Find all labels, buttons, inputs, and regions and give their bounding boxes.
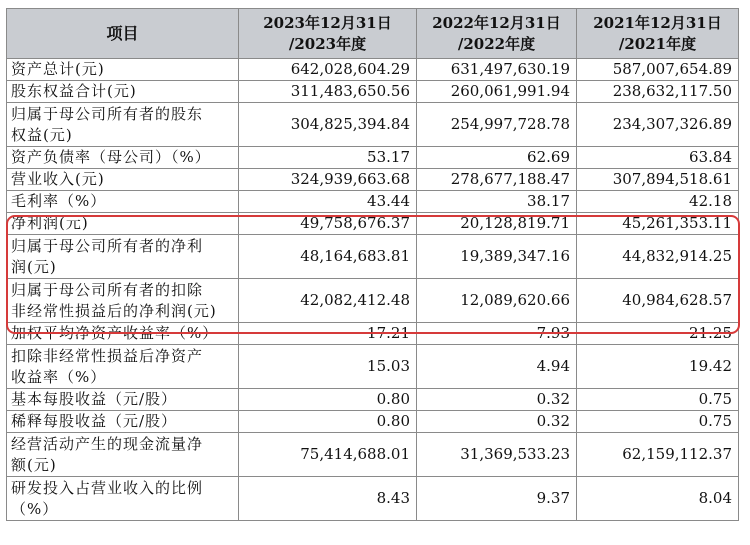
row-label-line: 净利润(元) bbox=[11, 214, 89, 232]
row-label bbox=[7, 345, 239, 389]
header-2023 bbox=[239, 9, 417, 59]
value-2023: 304,825,394.84 bbox=[239, 103, 417, 147]
row-label-line: 归属于母公司所有者的股东 bbox=[11, 104, 204, 123]
value-2022: 9.37 bbox=[417, 477, 577, 521]
value-2022: 38.17 bbox=[417, 191, 577, 213]
row-label-line: 收益率（%） bbox=[11, 367, 107, 386]
value-2022: 4.94 bbox=[417, 345, 577, 389]
value-2023: 0.80 bbox=[239, 389, 417, 411]
value-2022: 7.93 bbox=[417, 323, 577, 345]
table-row bbox=[7, 389, 739, 411]
value-2022: 62.69 bbox=[417, 147, 577, 169]
value-2023: 642,028,604.29 bbox=[239, 59, 417, 81]
value-2023: 75,414,688.01 bbox=[239, 433, 417, 477]
header-2021-year: /2021年度 bbox=[618, 34, 697, 53]
header-2022-year: /2022年度 bbox=[457, 34, 536, 53]
value-2021: 234,307,326.89 bbox=[577, 103, 739, 147]
value-2022: 631,497,630.19 bbox=[417, 59, 577, 81]
row-label-line: 资产负债率（母公司）（%） bbox=[11, 148, 211, 166]
row-label-line: 研发投入占营业收入的比例 bbox=[11, 478, 204, 497]
value-2021: 44,832,914.25 bbox=[577, 235, 739, 279]
table-row bbox=[7, 279, 739, 323]
row-label bbox=[7, 147, 239, 169]
header-2023-date: 2023年12月31日 bbox=[263, 13, 392, 32]
row-label-line: 归属于母公司所有者的扣除 bbox=[11, 280, 204, 299]
value-2022: 260,061,991.94 bbox=[417, 81, 577, 103]
value-2021: 63.84 bbox=[577, 147, 739, 169]
row-label bbox=[7, 433, 239, 477]
value-2021: 587,007,654.89 bbox=[577, 59, 739, 81]
row-label-line: （%） bbox=[11, 499, 59, 518]
table-body bbox=[7, 59, 739, 521]
value-2021: 21.25 bbox=[577, 323, 739, 345]
table-row bbox=[7, 323, 739, 345]
table-row bbox=[7, 147, 739, 169]
value-2022: 254,997,728.78 bbox=[417, 103, 577, 147]
value-2021: 238,632,117.50 bbox=[577, 81, 739, 103]
table-row bbox=[7, 59, 739, 81]
row-label bbox=[7, 477, 239, 521]
row-label-line: 股东权益合计(元) bbox=[11, 82, 137, 100]
value-2023: 17.21 bbox=[239, 323, 417, 345]
value-2023: 42,082,412.48 bbox=[239, 279, 417, 323]
row-label-line: 归属于母公司所有者的净利 bbox=[11, 236, 204, 255]
row-label-line: 加权平均净资产收益率（%） bbox=[11, 324, 219, 342]
value-2023: 8.43 bbox=[239, 477, 417, 521]
row-label bbox=[7, 389, 239, 411]
row-label bbox=[7, 235, 239, 279]
value-2022: 19,389,347.16 bbox=[417, 235, 577, 279]
value-2023: 49,758,676.37 bbox=[239, 213, 417, 235]
header-row bbox=[7, 9, 739, 59]
table-row bbox=[7, 169, 739, 191]
value-2023: 0.80 bbox=[239, 411, 417, 433]
header-2021 bbox=[577, 9, 739, 59]
value-2021: 0.75 bbox=[577, 411, 739, 433]
table-row bbox=[7, 103, 739, 147]
row-label-line: 扣除非经常性损益后净资产 bbox=[11, 346, 204, 365]
value-2022: 12,089,620.66 bbox=[417, 279, 577, 323]
value-2021: 8.04 bbox=[577, 477, 739, 521]
value-2022: 20,128,819.71 bbox=[417, 213, 577, 235]
row-label bbox=[7, 103, 239, 147]
value-2021: 62,159,112.37 bbox=[577, 433, 739, 477]
row-label-line: 润(元) bbox=[11, 257, 57, 276]
row-label bbox=[7, 191, 239, 213]
row-label-line: 权益(元) bbox=[11, 125, 73, 144]
value-2021: 307,894,518.61 bbox=[577, 169, 739, 191]
row-label bbox=[7, 169, 239, 191]
table-row bbox=[7, 411, 739, 433]
value-2022: 0.32 bbox=[417, 411, 577, 433]
row-label-line: 额(元) bbox=[11, 455, 57, 474]
financial-summary-table bbox=[6, 8, 739, 521]
header-2022 bbox=[417, 9, 577, 59]
row-label bbox=[7, 323, 239, 345]
row-label-line: 非经常性损益后的净利润(元) bbox=[11, 301, 217, 320]
value-2021: 0.75 bbox=[577, 389, 739, 411]
row-label-line: 资产总计(元) bbox=[11, 60, 105, 78]
header-2021-date: 2021年12月31日 bbox=[593, 13, 722, 32]
value-2023: 43.44 bbox=[239, 191, 417, 213]
value-2023: 324,939,663.68 bbox=[239, 169, 417, 191]
header-item: 项目 bbox=[7, 9, 239, 59]
table-row bbox=[7, 433, 739, 477]
value-2023: 15.03 bbox=[239, 345, 417, 389]
value-2021: 19.42 bbox=[577, 345, 739, 389]
row-label-line: 基本每股收益（元/股） bbox=[11, 390, 178, 408]
row-label-line: 经营活动产生的现金流量净 bbox=[11, 434, 204, 453]
value-2023: 53.17 bbox=[239, 147, 417, 169]
table-row bbox=[7, 235, 739, 279]
value-2021: 45,261,353.11 bbox=[577, 213, 739, 235]
header-2023-year: /2023年度 bbox=[288, 34, 367, 53]
row-label bbox=[7, 81, 239, 103]
table-row bbox=[7, 213, 739, 235]
value-2022: 278,677,188.47 bbox=[417, 169, 577, 191]
header-2022-date: 2022年12月31日 bbox=[432, 13, 561, 32]
table-row bbox=[7, 477, 739, 521]
row-label bbox=[7, 59, 239, 81]
row-label bbox=[7, 213, 239, 235]
value-2021: 42.18 bbox=[577, 191, 739, 213]
value-2022: 31,369,533.23 bbox=[417, 433, 577, 477]
table-row bbox=[7, 81, 739, 103]
row-label bbox=[7, 279, 239, 323]
row-label-line: 营业收入(元) bbox=[11, 170, 105, 188]
value-2023: 311,483,650.56 bbox=[239, 81, 417, 103]
row-label-line: 毛利率（%） bbox=[11, 192, 107, 210]
row-label-line: 稀释每股收益（元/股） bbox=[11, 412, 178, 430]
value-2021: 40,984,628.57 bbox=[577, 279, 739, 323]
row-label bbox=[7, 411, 239, 433]
value-2023: 48,164,683.81 bbox=[239, 235, 417, 279]
value-2022: 0.32 bbox=[417, 389, 577, 411]
table-row bbox=[7, 191, 739, 213]
table-row bbox=[7, 345, 739, 389]
